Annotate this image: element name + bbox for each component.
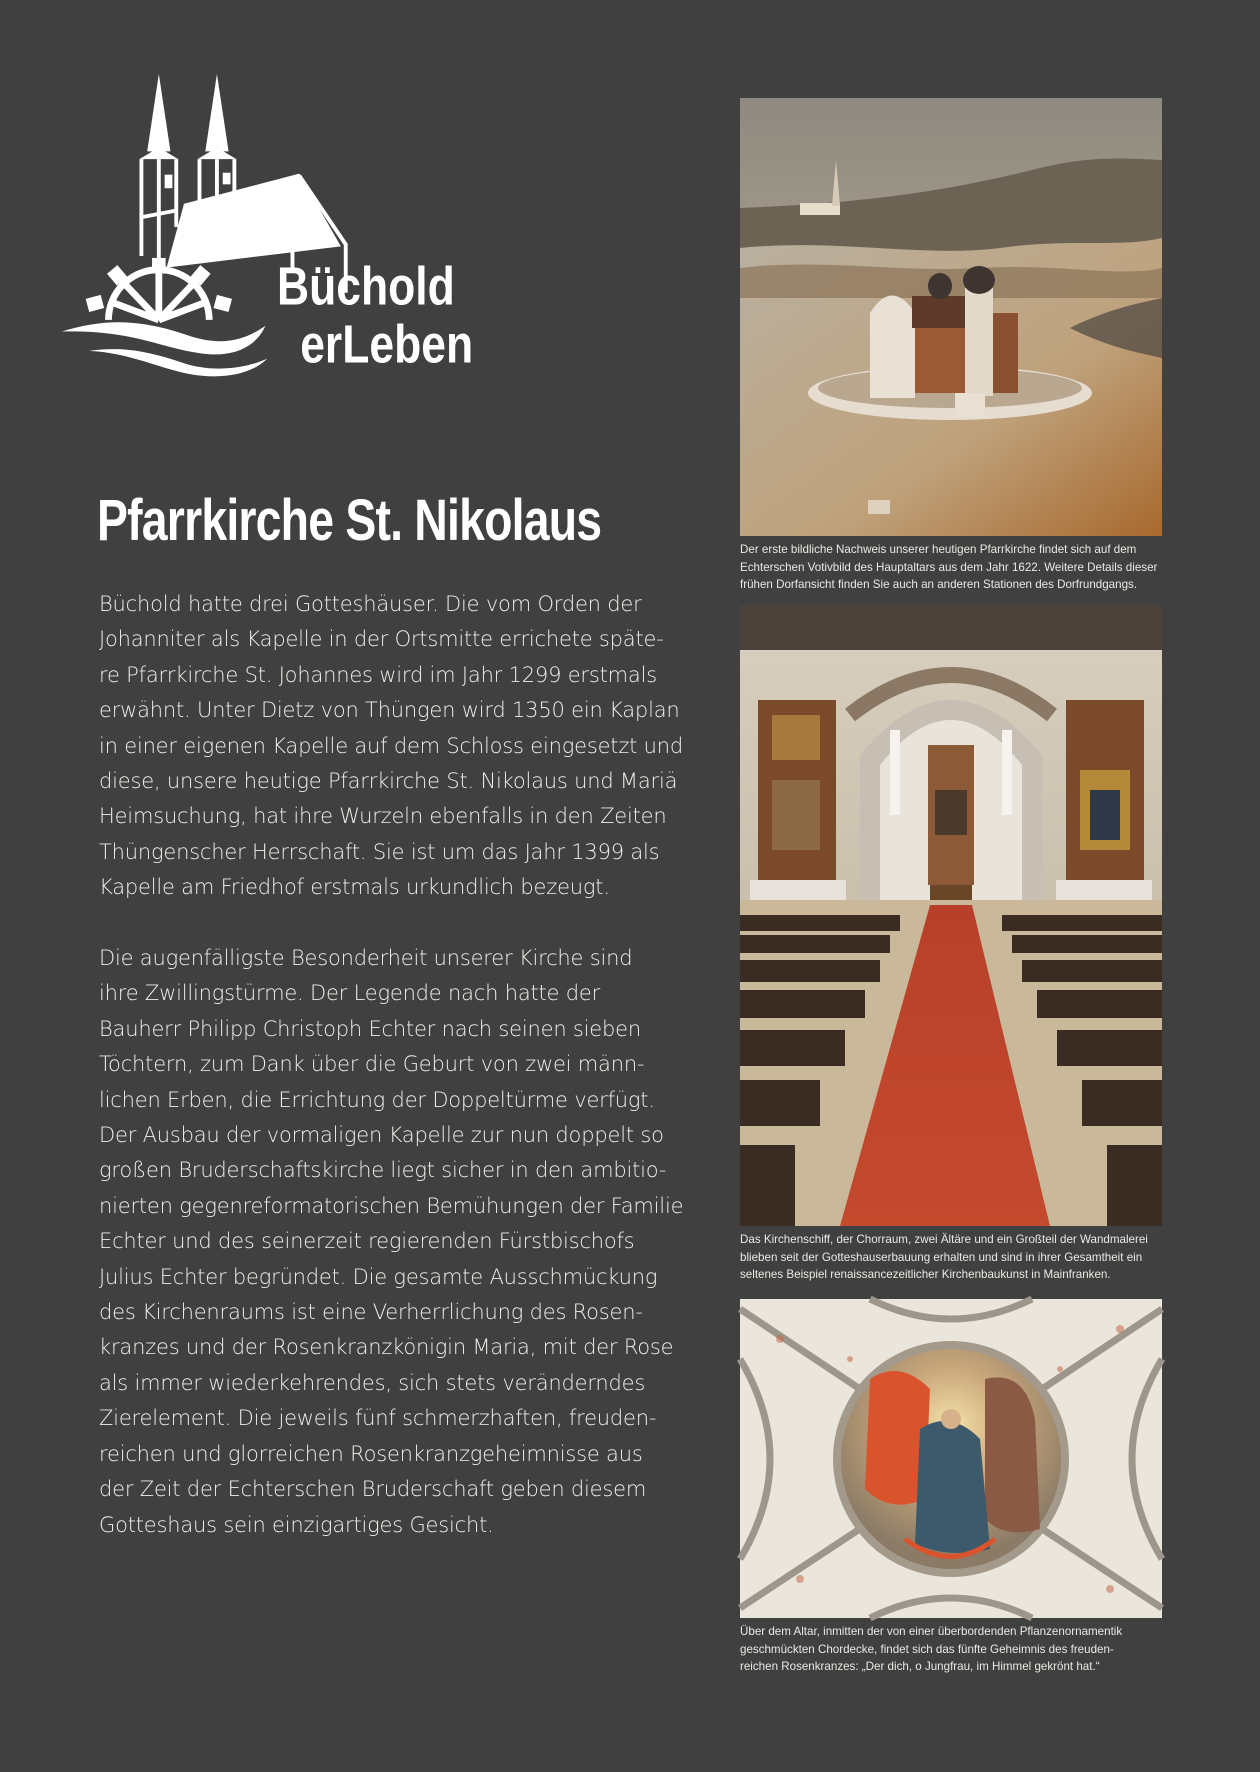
figure-2-caption — [740, 1231, 1180, 1284]
figure-1-caption — [740, 541, 1180, 594]
text-line: lichen Erben, die Errichtung der Doppeltürme verfügt. — [99, 1087, 655, 1112]
text-line: Echter und des seinerzeit regierenden Fürstbischofs — [99, 1229, 635, 1254]
caption-line: Das Kirchenschiff, der Chorraum, zwei Ältäre und ein Großteil der Wandmalerei — [740, 1233, 1148, 1246]
text-line: Der Ausbau der vormaligen Kapelle zur nun doppelt so — [99, 1123, 664, 1148]
text-line: reichen und glorreichen Rosenkranzgeheimnisse aus — [99, 1441, 643, 1466]
page-title: Pfarrkirche St. Nikolaus — [97, 488, 602, 553]
text-line: Büchold hatte drei Gotteshäuser. Die vom Orden der — [99, 592, 642, 616]
text-line: des Kirchenraums ist eine Verherrlichung des Rosen- — [99, 1300, 643, 1325]
caption-line: Über dem Altar, inmitten der von einer überbordenden Pflanzenornamentik — [740, 1625, 1123, 1638]
caption-line: seltenes Beispiel renaissancezeitlicher Kirchenbaukunst in Mainfranken. — [740, 1268, 1111, 1282]
logo-line-1: Büchold — [276, 255, 455, 317]
caption-line: reichen Rosenkranzes: „Der dich, o Jungfrau, im Himmel gekrönt hat.“ — [740, 1660, 1100, 1674]
text-line: Johanniter als Kapelle in der Ortsmitte errichete späte- — [99, 627, 664, 652]
figure-3-caption — [740, 1623, 1180, 1676]
text-line: Die augenfälligste Besonderheit unserer Kirche sind — [99, 946, 633, 970]
caption-line: Echterschen Votivbild des Hauptaltars aus dem Jahr 1622. Weitere Details dieser — [740, 560, 1158, 574]
logo-line-2: erLeben — [300, 313, 474, 375]
text-line: Thüngenscher Herrschaft. Sie ist um das Jahr 1399 als — [99, 839, 660, 864]
text-line: kranzes und der Rosenkranzkönigin Maria, mit der Rose — [99, 1335, 674, 1360]
text-line: Gotteshaus sein einzigartiges Gesicht. — [99, 1512, 494, 1537]
ceiling-fresco-image — [740, 1299, 1162, 1618]
text-line: re Pfarrkirche St. Johannes wird im Jahr 1299 erstmals — [99, 662, 657, 687]
text-line: Bauherr Philipp Christoph Echter nach seinen sieben — [99, 1016, 641, 1041]
text-line: Zierelement. Die jeweils fünf schmerzhaften, freuden- — [99, 1406, 657, 1431]
buechold-erleben-logo — [62, 72, 474, 384]
caption-line: frühen Dorfansicht finden Sie auch an anderen Stationen des Dorfrundgangs. — [740, 578, 1138, 592]
text-line: Heimsuchung, hat ihre Wurzeln ebenfalls in den Zeiten — [99, 804, 667, 829]
text-line: in einer eigenen Kapelle auf dem Schloss eingesetzt und — [99, 733, 684, 758]
text-line: der Zeit der Echterschen Bruderschaft geben diesem — [99, 1477, 647, 1502]
church-waterwheel-logo-icon — [62, 72, 474, 382]
text-line: großen Bruderschaftskirche liegt sicher in den ambitio- — [99, 1158, 667, 1183]
votive-painting-image — [740, 98, 1162, 536]
text-line: als immer wiederkehrendes, sich stets veränderndes — [99, 1370, 646, 1395]
church-interior-image — [740, 605, 1162, 1226]
text-line: diese, unsere heutige Pfarrkirche St. Nikolaus und Mariä — [99, 769, 678, 794]
caption-line: blieben seit der Gotteshauserbauung erhalten und sind in ihrer Gesamtheit ein — [740, 1250, 1143, 1264]
caption-line: Der erste bildliche Nachweis unserer heutigen Pfarrkirche findet sich auf dem — [740, 543, 1137, 556]
text-line: Kapelle am Friedhof erstmals urkundlich bezeugt. — [99, 875, 610, 900]
paragraph-2 — [99, 941, 719, 1543]
text-line: Julius Echter begründet. Die gesamte Ausschmückung — [99, 1264, 658, 1289]
caption-line: geschmückten Chordecke, findet sich das fünfte Geheimnis des freuden- — [740, 1642, 1114, 1656]
text-line: Töchtern, zum Dank über die Geburt von zwei männ- — [99, 1052, 645, 1077]
text-line: erwähnt. Unter Dietz von Thüngen wird 1350 ein Kaplan — [99, 698, 680, 723]
text-line: ihre Zwillingstürme. Der Legende nach hatte der — [99, 981, 601, 1006]
paragraph-1 — [99, 587, 719, 906]
text-line: nierten gegenreformatorischen Bemühungen der Familie — [99, 1193, 684, 1218]
